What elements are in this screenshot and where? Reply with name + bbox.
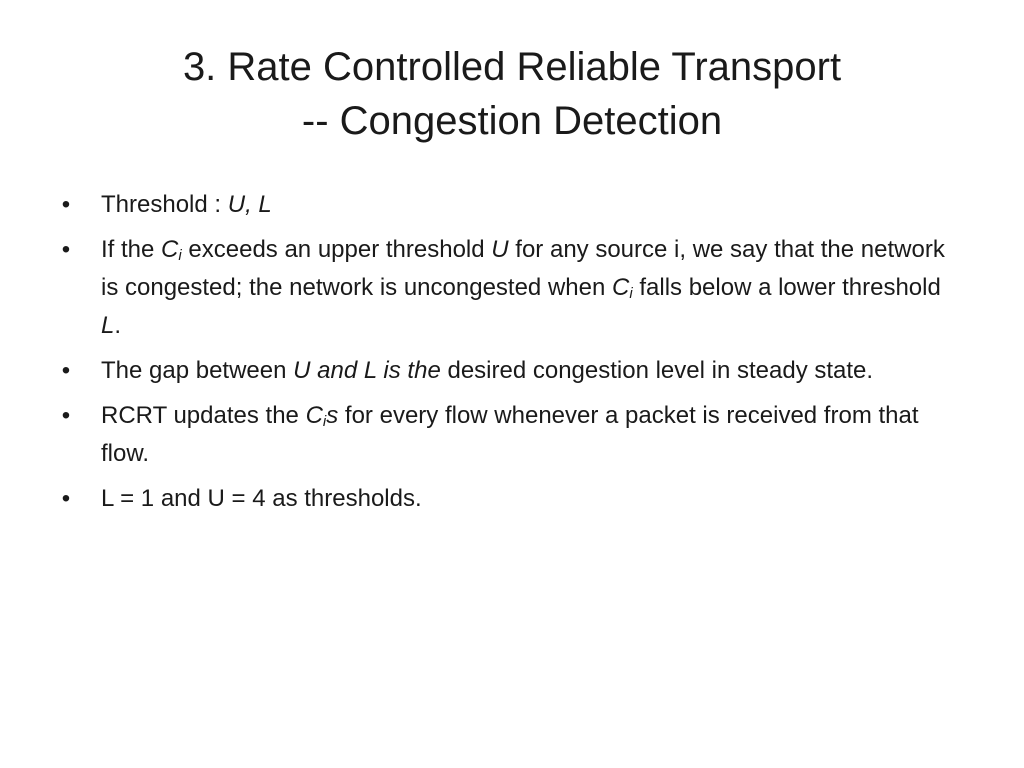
bullet-italic-text: C <box>305 402 323 429</box>
bullet-subscript: i <box>178 247 182 264</box>
slide-title <box>60 40 964 148</box>
bullet-italic-text: U <box>491 236 509 263</box>
bullet-subscript: i <box>629 285 633 302</box>
bullet-italic-text: L <box>101 312 115 339</box>
bullet-text: Threshold : <box>101 191 228 218</box>
bullet-dot-icon: • <box>61 357 71 384</box>
bullet-text: for any source i, we say that the network is congested; the network is uncongested when <box>101 236 945 301</box>
bullet-text: desired congestion level in steady state. <box>440 357 874 384</box>
bullet-dot-icon: • <box>61 485 71 512</box>
bullet-dot-icon: • <box>61 236 71 263</box>
slide-title-line-1: 3. Rate Controlled Reliable Transport <box>182 45 842 89</box>
bullet-text: The gap between <box>101 357 294 384</box>
bullet-text: L = 1 and U = 4 as thresholds. <box>101 485 422 512</box>
bullet-item-thresholds <box>60 186 960 224</box>
bullet-text: exceeds an upper threshold <box>181 236 492 263</box>
bullet-italic-text: U and L is the <box>293 357 441 384</box>
bullet-italic-text: C <box>611 274 630 301</box>
bullet-item-gap <box>60 352 960 390</box>
bullet-text: RCRT updates the <box>101 402 306 429</box>
slide-title-line-2: -- Congestion Detection <box>301 99 723 143</box>
bullet-text: If the <box>101 236 162 263</box>
bullet-italic-text: U, L <box>227 191 272 218</box>
bullet-item-congestion-rule <box>60 231 960 345</box>
bullet-italic-text: s <box>326 402 339 429</box>
bullet-dot-icon: • <box>61 191 71 218</box>
bullet-text: . <box>114 312 122 339</box>
bullet-dot-icon: • <box>61 402 71 429</box>
bullet-text: for every flow whenever a packet is received from that flow. <box>101 402 919 467</box>
bullet-text: falls below a lower threshold <box>632 274 941 301</box>
bullet-item-threshold-values <box>60 480 960 518</box>
bullet-subscript: i <box>322 413 327 430</box>
bullet-italic-text: C <box>161 236 179 263</box>
bullet-list <box>60 186 960 525</box>
bullet-item-rcrt-updates <box>60 397 960 473</box>
